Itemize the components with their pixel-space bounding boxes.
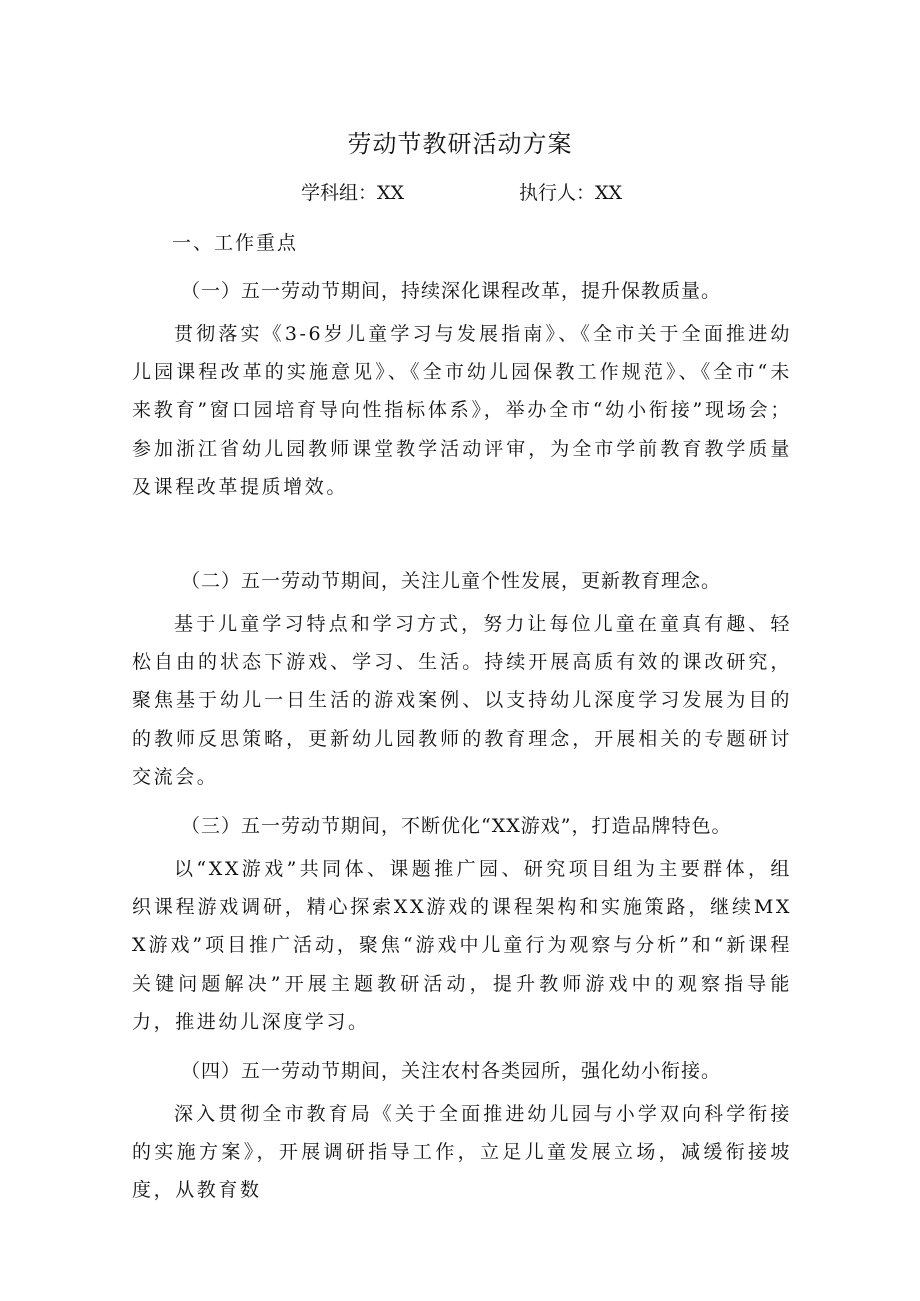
subsection-heading-2: （二）五一劳动节期间，关注儿童个性发展，更新教育理念。 [181, 570, 722, 592]
subsection-heading-1: （一）五一劳动节期间，持续深化课程改革，提升保教质量。 [181, 280, 722, 302]
paragraph-3: 以“XX游戏”共同体、课题推广园、研究项目组为主要群体，组织课程游戏调研，精心探索XX游戏的课程架构和实施策路，继续MXX游戏”项目推广活动，聚焦“游戏中儿童行为观察与分析”和“新课程关键问题解决”开展主题教研活动，提升教师游戏中的观察指导能力，推进幼儿深度学习。 [132, 858, 792, 1033]
document-title: 劳动节教研活动方案 [347, 130, 573, 158]
section-heading-work-focus: 一、工作重点 [172, 232, 299, 254]
subsection-heading-3: （三）五一劳动节期间，不断优化“XX游戏”，打造品牌特色。 [181, 815, 732, 837]
paragraph-4: 深入贯彻全市教育局《关于全面推进幼儿园与小学双向科学衔接的实施方案》，开展调研指导工作，立足儿童发展立场，减缓衔接坡度，从教育数 [132, 1103, 792, 1202]
subject-group: 学科组：XX [301, 182, 405, 204]
subsection-heading-4: （四）五一劳动节期间，关注农村各类园所，强化幼小衔接。 [181, 1060, 722, 1082]
paragraph-2: 基于儿童学习特点和学习方式，努力让每位儿童在童真有趣、轻松自由的状态下游戏、学习、生活。持续开展高质有效的课改研究，聚焦基于幼儿一日生活的游戏案例、以支持幼儿深度学习发展为目的的教师反思策略，更新幼儿园教师的教育理念，开展相关的专题研讨交流会。 [132, 613, 792, 788]
paragraph-1: 贯彻落实《3-6岁儿童学习与发展指南》、《全市关于全面推进幼儿园课程改革的实施意见》、《全市幼儿园保教工作规范》、《全市“未来教育”窗口园培育导向性指标体系》，举办全市“幼小衔接”现场会；参加浙江省幼儿园教师课堂教学活动评审，为全市学前教育教学质量及课程改革提质增效。 [132, 323, 792, 498]
executor: 执行人：XX [519, 182, 623, 204]
